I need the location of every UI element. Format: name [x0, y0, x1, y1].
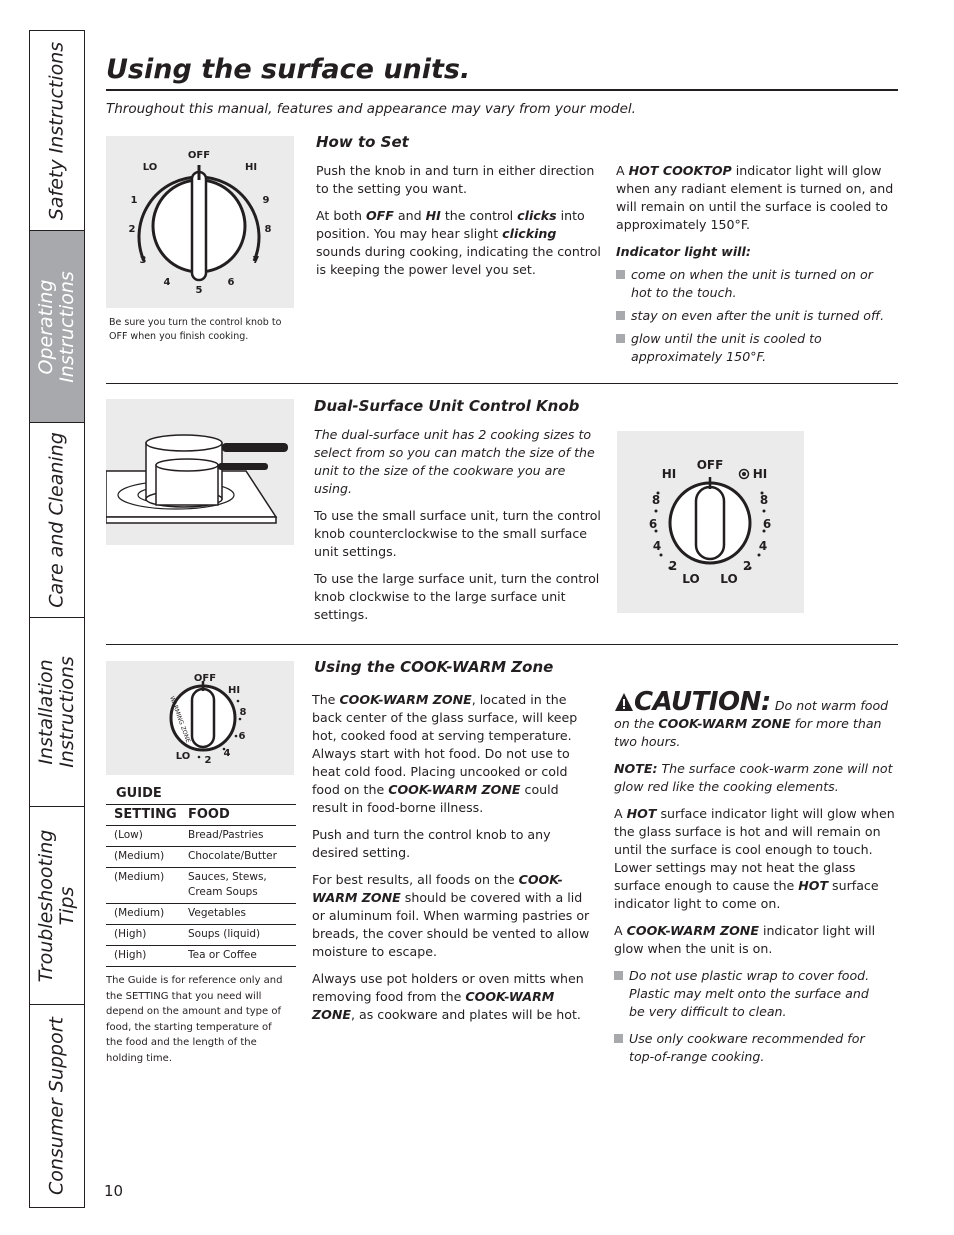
dual-knob-label-8-left: 8	[651, 493, 661, 507]
hot-light-paragraph: A HOT surface indicator light will glow when the glass surface is hot and will remain on until the surface is cool enough to touch. Lower settings may not heat the glass surface enough to cause the HOT surface indicator light to come on.	[614, 806, 895, 911]
tab-safety-instructions[interactable]	[30, 31, 84, 231]
knob-label-7: 7	[252, 255, 260, 266]
guide-food-cell: Sauces, Stews, Cream Soups	[180, 868, 296, 904]
indicator-bullet: come on when the unit is turned on or hot to the touch.	[616, 266, 896, 302]
guide-food-cell: Vegetables	[180, 904, 296, 925]
how-to-set-column-right	[616, 162, 896, 366]
how-to-set-p1: Push the knob in and turn in either direction to the setting you want.	[316, 163, 595, 196]
dual-knob-label-4-right: 4	[758, 539, 768, 553]
warm-knob-label-lo: LO	[175, 751, 191, 762]
knob-label-off: OFF	[187, 150, 211, 161]
pots-on-cooktop-illustration	[106, 399, 294, 545]
cook-warm-p1: The COOK-WARM ZONE, located in the back center of the glass surface, will keep hot, cooked food at serving temperature. Always start with hot food. Do not use to heat cold food. Placing uncooked or cold food on the COOK-WARM ZONE could result in food-borne illness.	[312, 692, 578, 815]
guide-setting-cell: (Medium)	[106, 904, 180, 925]
knob-label-hi: HI	[244, 162, 258, 173]
warm-knob-label-off: OFF	[193, 673, 217, 684]
knob-label-8: 8	[264, 224, 272, 235]
table-row	[106, 925, 296, 946]
guide-setting-cell: (High)	[106, 925, 180, 946]
knob-label-5: 5	[195, 285, 203, 296]
warm-knob-label-2: 2	[204, 755, 212, 766]
knob-label-4: 4	[163, 277, 171, 288]
table-row	[106, 868, 296, 904]
dual-knob-label-6-left: 6	[648, 517, 658, 531]
warm-knob-dial-icon	[106, 661, 294, 775]
dual-knob-label-off: OFF	[696, 458, 724, 472]
dual-surface-p1: The dual-surface unit has 2 cooking sizes to select from so you can match the size of the unit to the size of the cookware you are using.	[314, 427, 595, 496]
table-row	[106, 946, 296, 967]
dual-knob-illustration	[617, 431, 804, 613]
guide-setting-cell: (High)	[106, 946, 180, 967]
caution-block: CAUTION: Do not warm food on the COOK-WARM ZONE for more than two hours.	[614, 687, 889, 749]
tab-consumer-support[interactable]	[30, 1005, 84, 1207]
table-row	[106, 904, 296, 925]
guide-food-cell: Tea or Coffee	[180, 946, 296, 967]
tab-label: Consumer Support	[45, 1016, 68, 1196]
warm-knob-label-zone: WARMING ZONE	[168, 695, 192, 744]
tab-installation-instructions[interactable]	[30, 618, 84, 807]
warm-knob-label-8: 8	[239, 707, 247, 718]
guide-food-cell: Chocolate/Butter	[180, 847, 296, 868]
guide-title: GUIDE	[106, 786, 296, 805]
knob-label-6: 6	[227, 277, 235, 288]
guide-setting-cell: (Medium)	[106, 847, 180, 868]
knob-label-lo: LO	[142, 162, 158, 173]
knob-label-9: 9	[262, 195, 270, 206]
caution-label: CAUTION:	[634, 687, 771, 717]
page-subtitle: Throughout this manual, features and appearance may vary from your model.	[106, 101, 636, 117]
cook-warm-bullet: Do not use plastic wrap to cover food. Plastic may melt onto the surface and be very difficult to clean.	[614, 967, 879, 1021]
dual-knob-dial-icon	[617, 431, 804, 613]
cook-warm-column-right	[614, 687, 898, 1066]
dual-knob-label-8-right: 8	[759, 493, 769, 507]
cook-warm-p4: Always use pot holders or oven mitts when removing food from the COOK-WARM ZONE, as cookware and plates will be hot.	[312, 971, 584, 1022]
section-divider	[106, 644, 898, 645]
warm-knob-illustration	[106, 661, 294, 775]
tab-care-and-cleaning[interactable]	[30, 423, 84, 618]
standard-knob-illustration	[106, 136, 294, 308]
cook-warm-heading: Using the COOK-WARM Zone	[314, 658, 554, 676]
warm-knob-label-6: 6	[238, 731, 246, 742]
tab-label: Instructions	[56, 656, 78, 768]
dual-knob-label-2-left: 2	[668, 559, 678, 573]
guide-note: The Guide is for reference only and the SETTING that you need will depend on the amount and type of food, the starting temperature of the food and the length of the holding time.	[106, 975, 283, 1064]
knob-dial-icon	[106, 136, 294, 308]
knob-label-2: 2	[128, 224, 136, 235]
how-to-set-heading: How to Set	[316, 133, 409, 151]
guide-setting-cell: (Low)	[106, 826, 180, 847]
guide-col-food: FOOD	[180, 805, 296, 826]
dual-knob-label-lo-left: LO	[682, 572, 700, 586]
indicator-heading: Indicator light will:	[616, 244, 751, 259]
saucepan-icon	[106, 399, 294, 545]
knob-caption: Be sure you turn the control knob to OFF when you finish cooking.	[109, 317, 282, 342]
guide-table	[106, 805, 296, 967]
hot-cooktop-paragraph: A HOT COOKTOP indicator light will glow when any radiant element is turned on, and will remain on until the surface is cooled to approximately 150°F.	[616, 163, 894, 232]
guide-table-wrapper	[106, 786, 296, 1066]
cook-warm-p2: Push and turn the control knob to any desired setting.	[312, 827, 551, 860]
dual-knob-label-2-right: 2	[742, 559, 752, 573]
page-number: 10	[104, 1182, 124, 1200]
tab-operating-instructions[interactable]	[30, 231, 84, 423]
side-tabs	[29, 30, 85, 1208]
indicator-bullet: glow until the unit is cooled to approximately 150°F.	[616, 330, 896, 366]
knob-label-1: 1	[130, 195, 138, 206]
dual-surface-p3: To use the large surface unit, turn the control knob clockwise to the large surface unit settings.	[314, 571, 600, 622]
tab-label: Troubleshooting	[35, 829, 57, 982]
warm-knob-label-4: 4	[223, 748, 231, 759]
section-divider	[106, 383, 898, 384]
dual-knob-label-lo-right: LO	[720, 572, 738, 586]
page-title: Using the surface units.	[106, 54, 471, 85]
guide-col-setting: SETTING	[106, 805, 180, 826]
cook-warm-bullet: Use only cookware recommended for top-of-range cooking.	[614, 1030, 879, 1066]
dual-knob-label-hi-right: HI	[752, 467, 768, 481]
guide-food-cell: Bread/Pastries	[180, 826, 296, 847]
table-row	[106, 847, 296, 868]
guide-food-cell: Soups (liquid)	[180, 925, 296, 946]
tab-label: Care and Cleaning	[45, 432, 68, 608]
knob-label-3: 3	[139, 255, 147, 266]
title-rule	[106, 89, 898, 91]
tab-troubleshooting-tips[interactable]	[30, 807, 84, 1005]
dual-knob-label-hi-left: HI	[661, 467, 677, 481]
dual-knob-label-6-right: 6	[762, 517, 772, 531]
tab-label: Installation	[35, 659, 57, 765]
how-to-set-p2: At both OFF and HI the control clicks into position. You may hear slight clicking sounds during cooking, indicating the control is keeping the power level you set.	[316, 208, 601, 277]
tab-label: Tips	[56, 886, 78, 925]
note-paragraph: NOTE: The surface cook-warm zone will not glow red like the cooking elements.	[614, 761, 893, 794]
how-to-set-column-left	[316, 162, 601, 288]
tab-label: Safety Instructions	[45, 41, 68, 220]
guide-header-row	[106, 805, 296, 826]
warning-triangle-icon	[614, 692, 634, 712]
dual-surface-heading: Dual-Surface Unit Control Knob	[314, 397, 580, 415]
cook-warm-p3: For best results, all foods on the COOK-WARM ZONE should be covered with a lid or aluminum foil. When warming pastries or breads, the cover should be vented to allow moisture to escape.	[312, 872, 590, 959]
indicator-bullet: stay on even after the unit is turned off.	[616, 307, 896, 325]
dual-surface-text	[314, 426, 604, 633]
cook-warm-light-paragraph: A COOK-WARM ZONE indicator light will glow when the unit is on.	[614, 923, 876, 956]
dual-surface-p2: To use the small surface unit, turn the control knob counterclockwise to the small surface unit settings.	[314, 508, 601, 559]
warm-knob-label-hi: HI	[227, 685, 241, 696]
guide-setting-cell: (Medium)	[106, 868, 180, 904]
dual-knob-label-4-left: 4	[652, 539, 662, 553]
cook-warm-column-left	[312, 691, 594, 1033]
tab-label: Operating	[35, 279, 57, 374]
tab-label: Instructions	[56, 270, 78, 383]
table-row	[106, 826, 296, 847]
